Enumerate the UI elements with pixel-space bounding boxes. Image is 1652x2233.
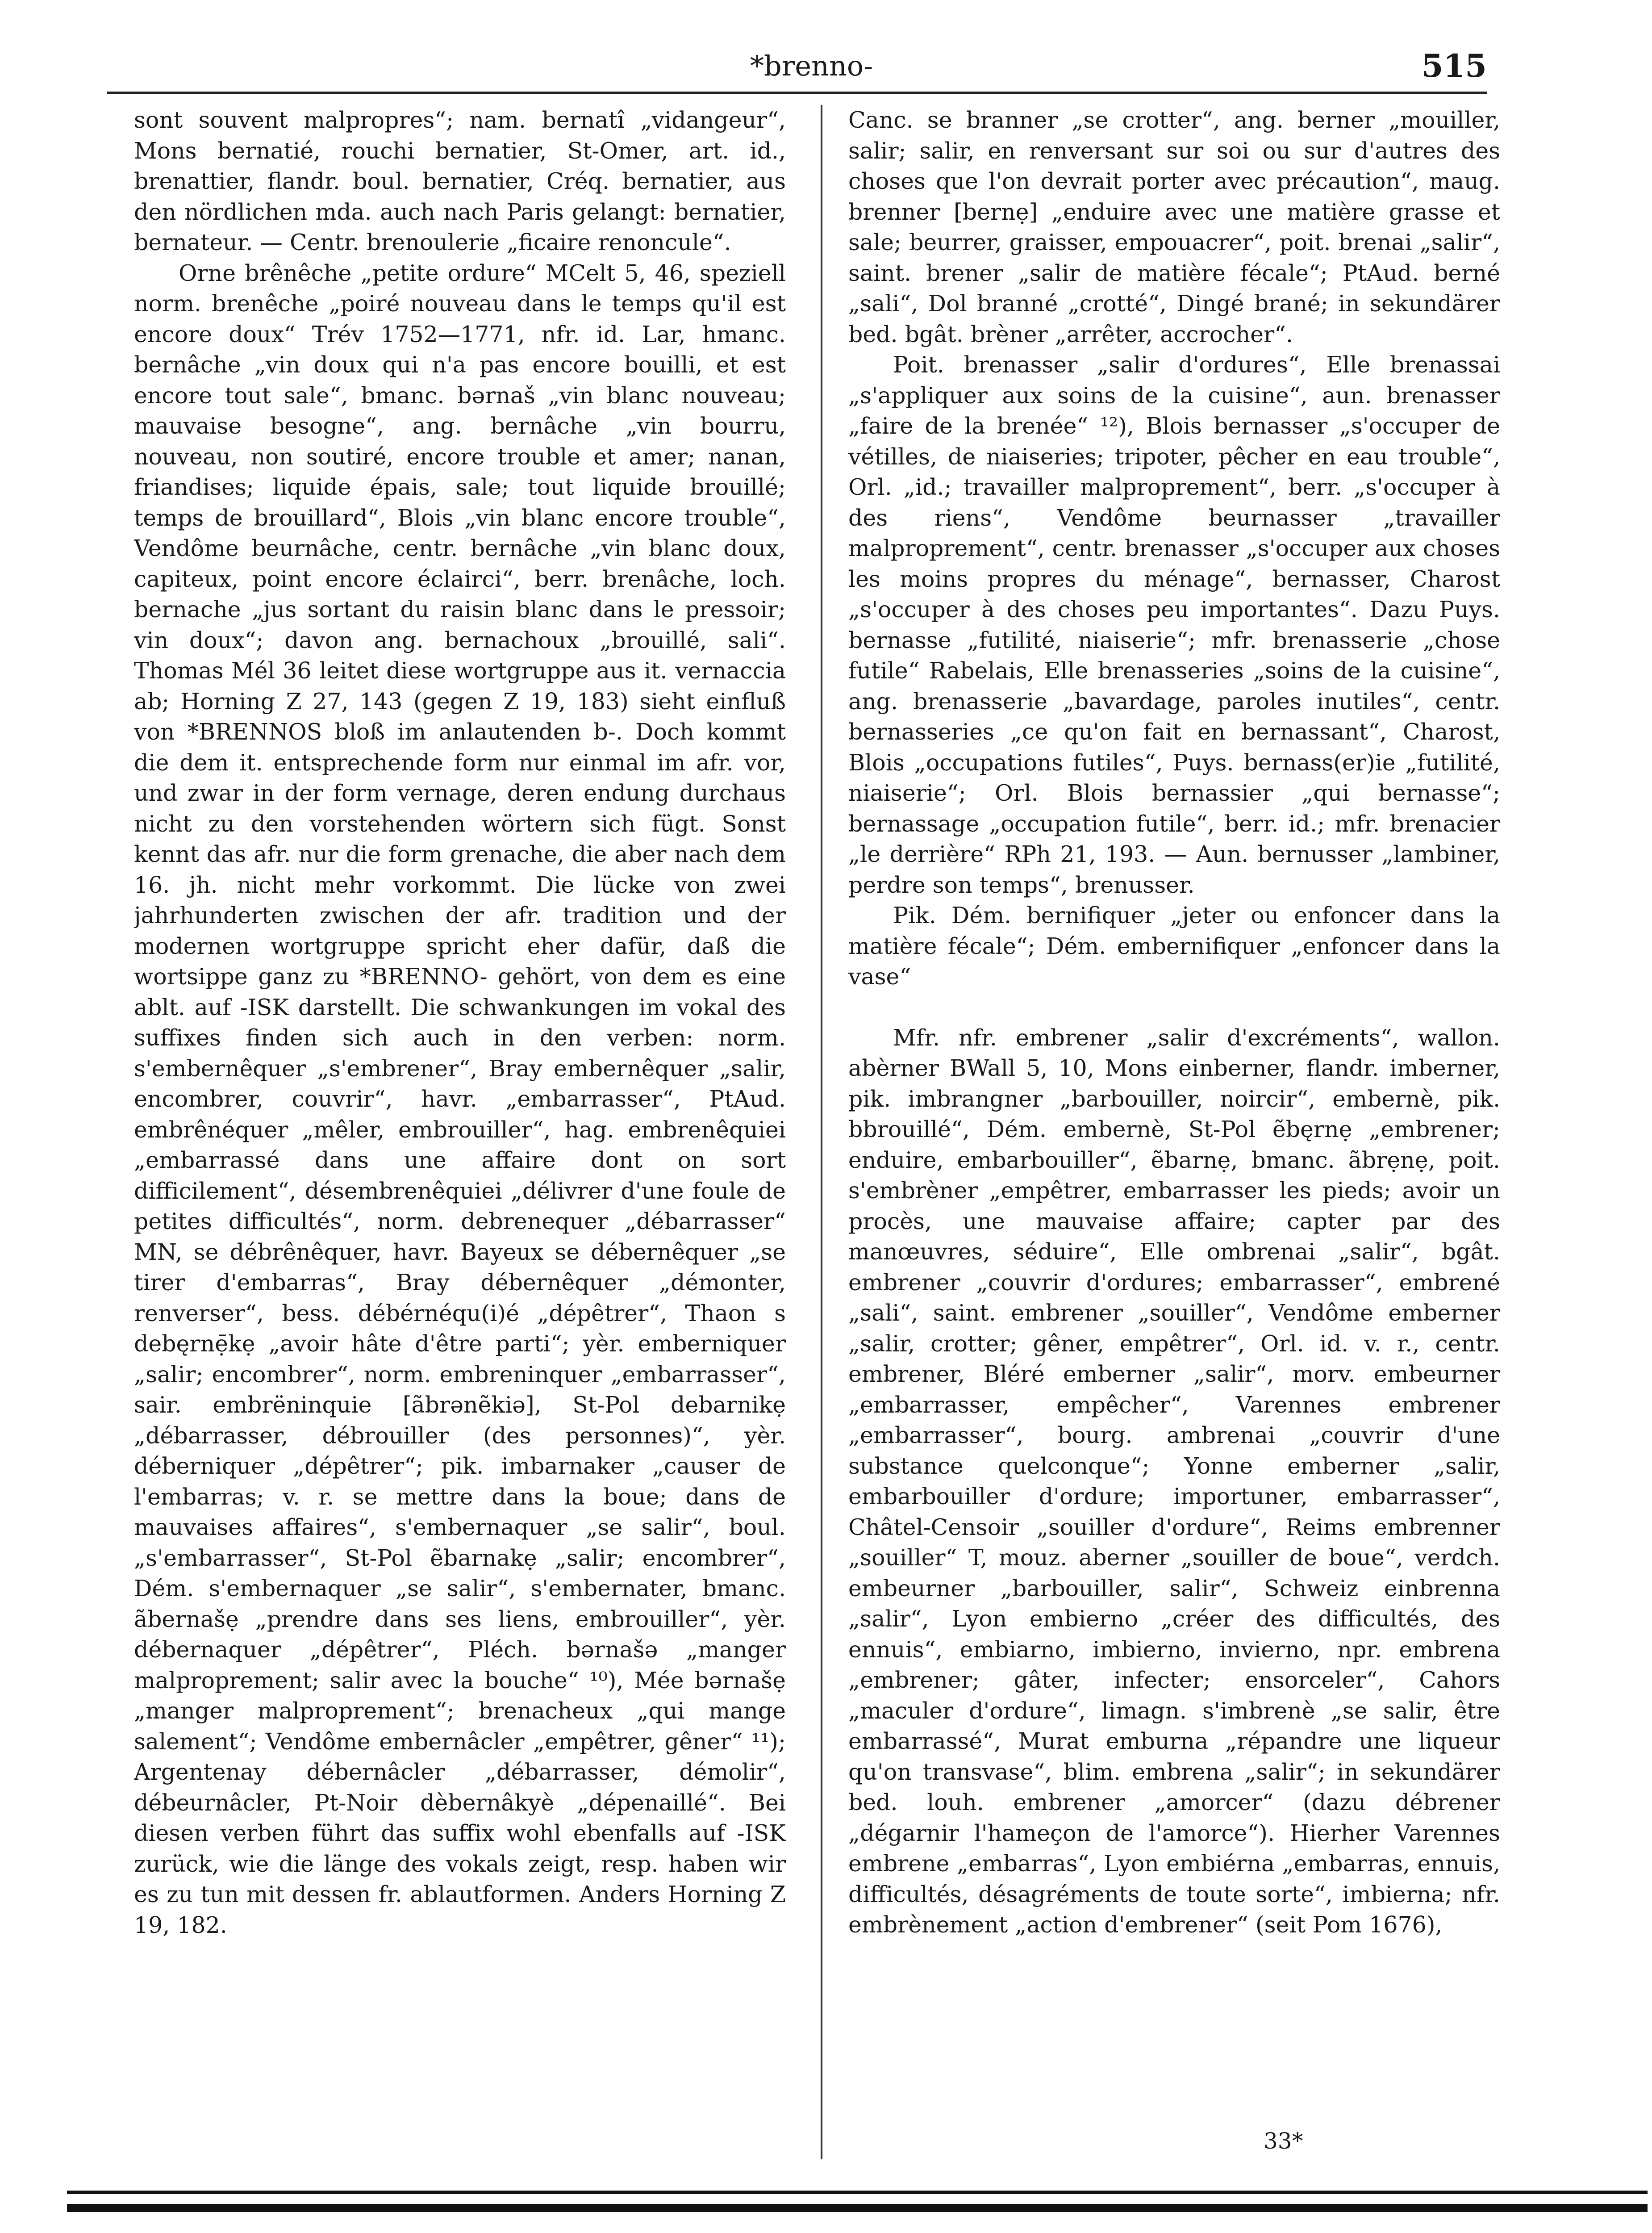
right-paragraph-4: Mfr. nfr. embrener „salir d'excréments“, wallon. abèrner BWall 5, 10, Mons einberner, flandr. imberner, pik. imbrangner „barbouiller, noircir“, embernè, pik. bbrouillé“, Dém. embernè, St-Pol ẽbęrnẹ „embrener; enduire, embarbouiller“, ẽbarnẹ, bmanc. ãbrẹnẹ, poit. s'embrèner „empêtrer, embarrasser les pieds; avoir un procès, une mauvaise affaire; capter par des manœuvres, séduire“, Elle ombrenai „salir“, bgât. embrener „couvrir d'ordures; embarrasser“, embrené „sali“, saint. embrener „souiller“, Vendôme emberner „salir, crotter; gêner, empêtrer“, Orl. id. v. r., centr. embrener, Bléré emberner „salir“, morv. embeurner „embarrasser, empêcher“, Varennes embrener „embarrasser“, bourg. ambrenai „couvrir d'une substance quelconque“; Yonne emberner „salir, embarbouiller d'ordure; importuner, embarrasser“, Châtel-Censoir „souiller d'ordure“, Reims embrenner „souiller“ T, mouz. aberner „souiller de boue“, verdch. embeurner „barbouiller, salir“, Schweiz einbrenna „salir“, Lyon embierno „créer des difficultés, des ennuis“, embiarno, imbierno, invierno, npr. embrena „embrener; gâter, infecter; ensorceler“, Cahors „maculer d'ordure“, limagn. s'imbrenè „se salir, être embarrassé“, Murat emburna „répandre une liqueur qu'on transvase“, blim. embrena „salir“; in sekundärer bed. louh. embrener „amorcer“ (dazu débrener „dégarnir l'hameçon de l'amorce“). Hierher Varennes embrene „embarras“, Lyon embiérna „embarras, ennuis, difficultés, désagréments de toute sorte“, imbierna; nfr. embrènement „action d'embrener“ (seit Pom 1676), <box>848 1024 1500 1938</box>
left-column <box>134 105 786 2124</box>
left-paragraph-2: Orne brênêche „petite ordure“ MCelt 5, 46, speziell norm. brenêche „poiré nouveau dans le temps qu'il est encore doux“ Trév 1752—1771, nfr. id. Lar, hmanc. bernâche „vin doux qui n'a pas encore bouilli, et est encore tout sale“, bmanc. bərnaš „vin blanc nouveau; mauvaise besogne“, ang. bernâche „vin bourru, nouveau, non soutiré, encore trouble et amer; nanan, friandises; liquide épais, sale; tout liquide brouillé; temps de brouillard“, Blois „vin blanc encore trouble“, Vendôme beurnâche, centr. bernâche „vin blanc doux, capiteux, point encore éclairci“, berr. brenâche, loch. bernache „jus sortant du raisin blanc dans le pressoir; vin doux“; davon ang. bernachoux „brouillé, sali“. Thomas Mél 36 leitet diese wortgruppe aus it. vernaccia ab; Horning Z 27, 143 (gegen Z 19, 183) sieht einfluß von *BRENNOS bloß im anlautenden b-. Doch kommt die dem it. entsprechende form nur einmal im afr. vor, und zwar in der form vernage, deren endung durchaus nicht zu den vorstehenden wörtern sich fügt. Sonst kennt das afr. nur die form grenache, die aber nach dem 16. jh. nicht mehr vorkommt. Die lücke von zwei jahrhunderten zwischen der afr. tradition und der modernen wortgruppe spricht eher dafür, daß die wortsippe ganz zu *BRENNO- gehört, von dem es eine ablt. auf -ISK darstellt. Die schwankungen im vokal des suffixes finden sich auch in den verben: norm. s'embernêquer „s'embrener“, Bray embernêquer „salir, encombrer, couvrir“, havr. „embarrasser“, PtAud. embrênéquer „mêler, embrouiller“, hag. embrenêquiei „embarrassé dans une affaire dont on sort difficilement“, désembrenêquiei „délivrer d'une foule de petites difficultés“, norm. debrenequer „débarrasser“ MN, se débrênêquer, havr. Bayeux se débernêquer „se tirer d'embarras“, Bray débernêquer „démonter, renverser“, bess. débérnéqu(i)é „dépêtrer“, Thaon s debęrnẹ̄kẹ „avoir hâte d'être parti“; yèr. emberniquer „salir; encombrer“, norm. embreninquer „embarrasser“, sair. embrëninquie [ãbrənẽkiə], St-Pol debarnikẹ „débarrasser, débrouiller (des personnes)“, yèr. déberniquer „dépêtrer“; pik. imbarnaker „causer de l'embarras; v. r. se mettre dans la boue; dans de mauvaises affaires“, s'embernaquer „se salir“, boul. „s'embarrasser“, St-Pol ẽbarnakẹ „salir; encombrer“, Dém. s'embernaquer „se salir“, s'embernater, bmanc. ãbernašẹ „prendre dans ses liens, embrouiller“, yèr. débernaquer „dépêtrer“, Pléch. bərnašə „manger malproprement; salir avec la bouche“ ¹⁰), Mée bərnašẹ „manger malproprement“; brenacheux „qui mange salement“; Vendôme embernâcler „empêtrer, gêner“ ¹¹); Argentenay débernâcler „débarrasser, démolir“, débeurnâcler, Pt-Noir dèbernâkyè „dépenaillé“. Bei diesen verben führt das suffix wohl ebenfalls auf -ISK zurück, wie die länge des vokals zeigt, resp. haben wir es zu tun mit dessen fr. ablautformen. Anders Horning Z 19, 182. <box>134 259 786 1938</box>
right-column <box>848 105 1500 2124</box>
running-title: *brenno- <box>750 50 873 82</box>
right-paragraph-2: Poit. brenasser „salir d'ordures“, Elle brenassai „s'appliquer aux soins de la cuisine“, aun. brenasser „faire de la brenée“ ¹²), Blois bernasser „s'occuper de vétilles, de niaiseries; tripoter, pêcher en eau trouble“, Orl. „id.; travailler malproprement“, berr. „s'occuper à des riens“, Vendôme beurnasser „travailler malproprement“, centr. brenasser „s'occuper aux choses les moins propres du ménage“, bernasser, Charost „s'occuper à des choses peu importantes“. Dazu Puys. bernasse „futilité, niaiserie“; mfr. brenasserie „chose futile“ Rabelais, Elle brenasseries „soins de la cuisine“, ang. brenasserie „bavardage, paroles inutiles“, centr. bernasseries „ce qu'on fait en bernassant“, Charost, Blois „occupations futiles“, Puys. bernass(er)ie „futilité, niaiserie“; Orl. Blois bernassier „qui bernasse“; bernassage „occupation futile“, berr. id.; mfr. brenacier „le derrière“ RPh 21, 193. — Aun. bernusser „lambiner, perdre son temps“, brenusser. <box>848 351 1500 898</box>
signature-mark: 33* <box>1264 2128 1303 2154</box>
bottom-rule-thin <box>67 2191 1648 2194</box>
right-paragraph-3: Pik. Dém. bernifiquer „jeter ou enfoncer dans la matière fécale“; Dém. embernifiquer „enfoncer dans la vase“ <box>848 902 1500 990</box>
running-head <box>107 48 1487 84</box>
page-number: 515 <box>1421 47 1487 84</box>
header-rule <box>107 92 1487 94</box>
left-paragraph-1: sont souvent malpropres“; nam. bernatî „vidangeur“, Mons bernatié, rouchi bernatier, St-Omer, art. id., brenattier, flandr. boul. bernatier, Créq. bernatier, aus den nördlichen mda. auch nach Paris gelangt: bernatier, bernateur. — Centr. brenoulerie „ficaire renoncule“. <box>134 107 786 255</box>
right-paragraph-1: Canc. se branner „se crotter“, ang. berner „mouiller, salir; salir, en renversant sur soi ou sur d'autres des choses que l'on devrait porter avec précaution“, maug. brenner [bernẹ] „enduire avec une matière grasse et sale; beurrer, graisser, empouacrer“, poit. brenai „salir“, saint. brener „salir de matière fécale“; PtAud. berné „sali“, Dol branné „crotté“, Dingé brané; in sekundärer bed. bgât. brèner „arrêter, accrocher“. <box>848 107 1500 347</box>
paragraph-gap <box>848 992 1500 1023</box>
bottom-rule-thick <box>67 2204 1648 2212</box>
column-divider <box>821 105 822 2159</box>
